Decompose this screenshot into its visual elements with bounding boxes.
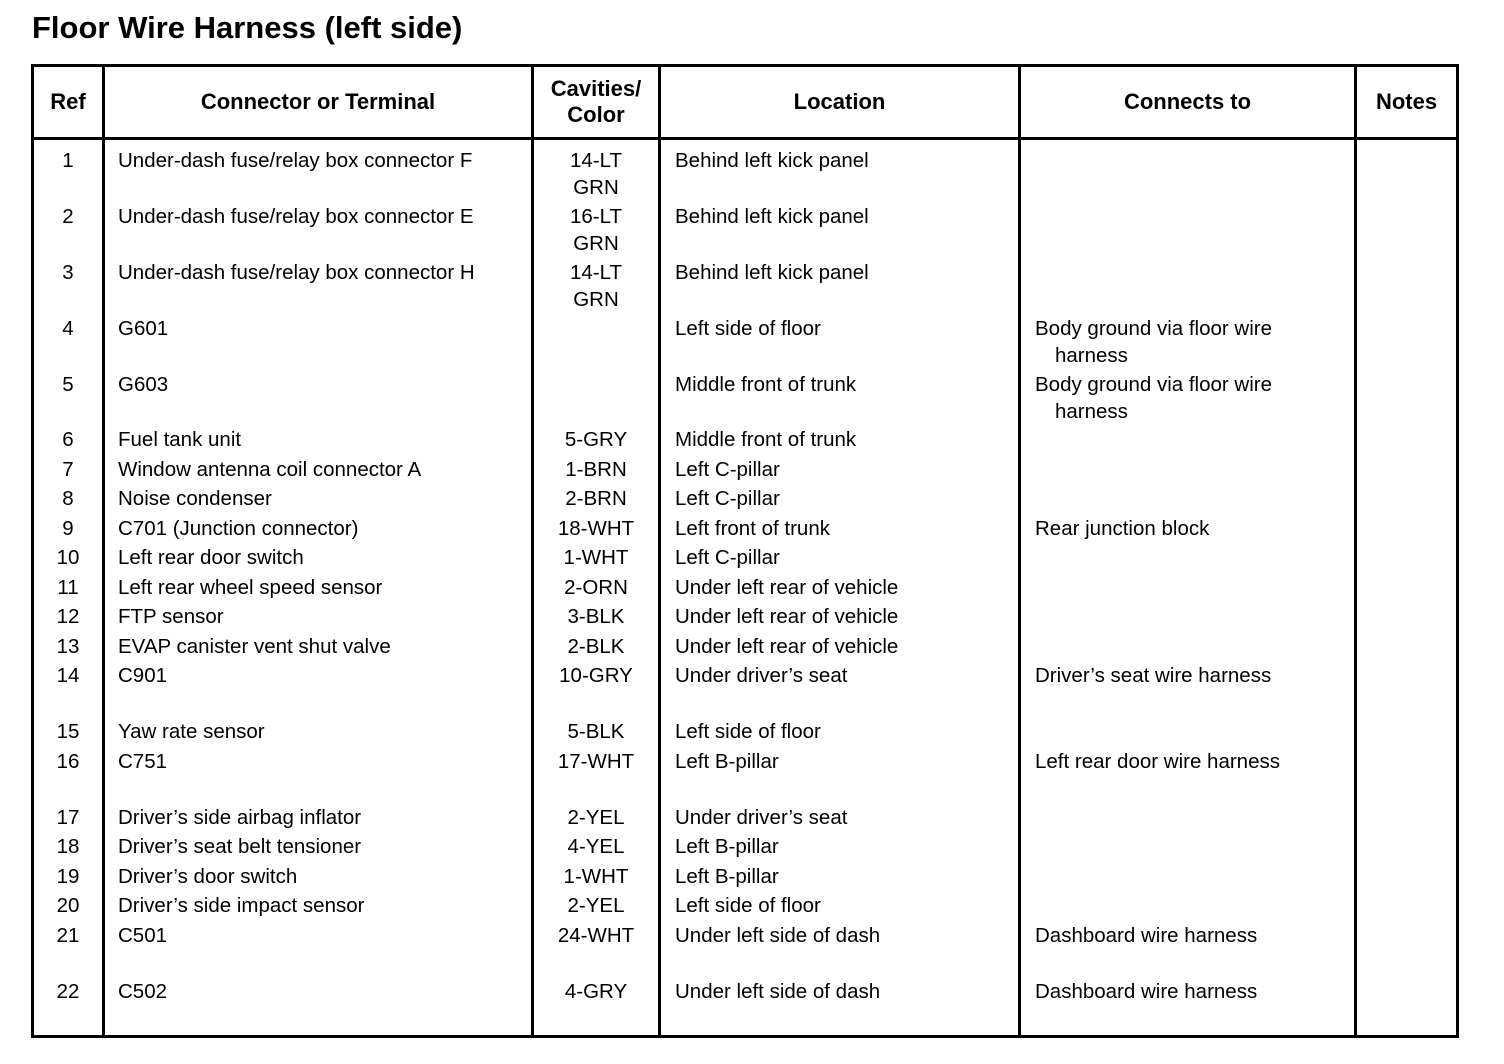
cavities-line1: 10-GRY	[559, 664, 633, 687]
cavities-line2: GRN	[573, 175, 619, 199]
connects-to-line1: Rear junction block	[1035, 516, 1210, 540]
location-cell: Left front of trunk	[675, 516, 830, 540]
table-row	[34, 575, 1456, 605]
ref-cell: 2	[62, 205, 74, 228]
ref-cell: 9	[62, 516, 74, 540]
location-cell: Left C-pillar	[675, 457, 780, 481]
cavities-line1: 24-WHT	[557, 923, 635, 947]
connector-cell: Noise condenser	[118, 487, 272, 510]
header-cavities-line2: Color	[567, 102, 625, 127]
location-cell: Left side of floor	[675, 894, 821, 917]
table-row	[34, 316, 1456, 372]
cavities-cell	[536, 575, 656, 602]
header-ref: Ref	[50, 89, 86, 114]
header-notes: Notes	[1375, 89, 1438, 114]
connects-to-cell	[1035, 372, 1335, 425]
connects-to-cell	[1035, 316, 1335, 369]
cavities-cell	[536, 486, 656, 513]
ref-cell: 22	[56, 979, 80, 1003]
location-cell: Left B-pillar	[675, 835, 779, 858]
connector-cell: Under-dash fuse/relay box connector F	[118, 149, 473, 172]
ref-cell: 19	[56, 864, 80, 888]
ref-cell: 15	[56, 720, 80, 743]
cavities-line1: 5-GRY	[564, 428, 628, 451]
ref-cell: 18	[56, 835, 80, 858]
cavities-cell	[536, 427, 656, 454]
cavities-line1: 16-LT	[569, 205, 623, 228]
location-cell: Under driver’s seat	[675, 664, 848, 687]
cavities-line1: 14-LT	[569, 261, 623, 284]
cavities-line1: 2-YEL	[567, 894, 625, 917]
ref-cell: 13	[56, 634, 80, 658]
cavities-cell	[536, 457, 656, 484]
location-cell: Left C-pillar	[675, 487, 780, 510]
cavities-line2: GRN	[573, 287, 619, 311]
table-row	[34, 805, 1456, 835]
cavities-cell	[536, 634, 656, 661]
connector-cell: Window antenna coil connector A	[118, 457, 422, 481]
connector-cell: C501	[118, 923, 168, 947]
ref-cell: 6	[62, 428, 74, 451]
location-cell: Under left rear of vehicle	[675, 634, 899, 658]
connects-to-cell	[1035, 979, 1335, 1006]
ref-cell: 5	[62, 373, 74, 396]
table-row	[34, 864, 1456, 894]
location-cell: Left C-pillar	[675, 546, 780, 569]
location-cell: Left side of floor	[675, 720, 821, 743]
table-row	[34, 516, 1456, 546]
location-cell: Left B-pillar	[675, 864, 779, 888]
table-row	[34, 663, 1456, 719]
table-row	[34, 372, 1456, 427]
page-title: Floor Wire Harness (left side)	[32, 10, 463, 45]
connects-to-line1: Driver’s seat wire harness	[1035, 664, 1272, 687]
connects-to-line1: Dashboard wire harness	[1035, 923, 1258, 947]
connector-cell: G601	[118, 317, 169, 340]
connector-cell: Fuel tank unit	[118, 428, 242, 451]
table-row	[34, 893, 1456, 923]
cavities-line1: 2-BRN	[565, 487, 627, 510]
cavities-cell	[536, 545, 656, 572]
cavities-line1: 4-GRY	[564, 979, 628, 1003]
connector-cell: Under-dash fuse/relay box connector E	[118, 205, 474, 228]
connects-to-line2: harness	[1055, 399, 1128, 423]
table-row	[34, 260, 1456, 316]
cavities-cell	[536, 805, 656, 832]
ref-cell: 3	[62, 261, 74, 284]
ref-cell: 20	[56, 894, 80, 917]
cavities-line1: 1-WHT	[563, 546, 629, 569]
cavities-line1: 17-WHT	[557, 749, 635, 773]
ref-cell: 14	[56, 664, 80, 687]
location-cell: Under left side of dash	[675, 923, 881, 947]
connector-cell: Under-dash fuse/relay box connector H	[118, 261, 475, 284]
cavities-cell	[536, 834, 656, 861]
ref-cell: 12	[56, 605, 80, 628]
connects-to-line1: Dashboard wire harness	[1035, 979, 1258, 1003]
connector-cell: Driver’s side airbag inflator	[118, 805, 362, 829]
cavities-cell	[536, 893, 656, 920]
connector-cell: Left rear wheel speed sensor	[118, 575, 383, 599]
cavities-cell	[536, 979, 656, 1006]
cavities-line1: 3-BLK	[567, 605, 625, 628]
connector-cell: G603	[118, 373, 169, 396]
cavities-cell	[536, 864, 656, 891]
cavities-line1: 4-YEL	[567, 835, 625, 858]
ref-cell: 1	[62, 149, 74, 172]
connector-cell: C901	[118, 664, 168, 687]
table-row	[34, 834, 1456, 864]
location-cell: Middle front of trunk	[675, 373, 857, 396]
connects-to-line1: Body ground via floor wire	[1035, 317, 1273, 340]
location-cell: Left side of floor	[675, 317, 821, 340]
cavities-line1: 1-WHT	[563, 864, 629, 888]
connects-to-line1: Left rear door wire harness	[1035, 749, 1280, 773]
table-row	[34, 427, 1456, 457]
ref-cell: 21	[56, 923, 80, 947]
cavities-line1: 14-LT	[569, 149, 623, 172]
header-location: Location	[793, 89, 886, 114]
connector-cell: C502	[118, 979, 168, 1003]
harness-table	[31, 64, 1459, 1038]
header-connector: Connector or Terminal	[200, 89, 436, 114]
location-cell: Under left rear of vehicle	[675, 575, 899, 599]
table-row	[34, 923, 1456, 979]
connects-to-cell	[1035, 516, 1335, 543]
location-cell: Under left rear of vehicle	[675, 605, 899, 628]
connector-cell: C751	[118, 749, 168, 773]
location-cell: Under driver’s seat	[675, 805, 848, 829]
cavities-cell	[536, 148, 656, 201]
table-row	[34, 749, 1456, 805]
connects-to-cell	[1035, 923, 1335, 950]
table-row	[34, 634, 1456, 664]
connector-cell: EVAP canister vent shut valve	[118, 634, 391, 658]
ref-cell: 4	[62, 317, 74, 340]
connects-to-line1: Body ground via floor wire	[1035, 373, 1273, 396]
cavities-cell	[536, 604, 656, 631]
cavities-line1: 2-BLK	[567, 634, 625, 658]
connector-cell: Driver’s seat belt tensioner	[118, 835, 362, 858]
ref-cell: 11	[57, 575, 79, 599]
header-cavities	[534, 67, 658, 137]
cavities-line1: 1-BRN	[565, 457, 627, 481]
cavities-line1: 2-YEL	[567, 805, 625, 829]
connector-cell: Driver’s door switch	[118, 864, 298, 888]
ref-cell: 17	[56, 805, 80, 829]
cavities-line1: 18-WHT	[557, 516, 635, 540]
table-row	[34, 204, 1456, 260]
connects-to-line2: harness	[1055, 343, 1128, 367]
connector-cell: Driver’s side impact sensor	[118, 894, 365, 917]
connects-to-cell	[1035, 749, 1335, 776]
cavities-cell	[536, 204, 656, 257]
table-row	[34, 486, 1456, 516]
table-row	[34, 979, 1456, 1035]
connects-to-cell	[1035, 663, 1335, 690]
cavities-line1: 5-BLK	[567, 720, 625, 743]
table-row	[34, 148, 1456, 204]
cavities-cell	[536, 516, 656, 543]
location-cell: Behind left kick panel	[675, 149, 869, 172]
cavities-cell	[536, 923, 656, 950]
table-row	[34, 457, 1456, 487]
ref-cell: 10	[56, 546, 80, 569]
cavities-cell	[536, 260, 656, 313]
location-cell: Left B-pillar	[675, 749, 779, 773]
location-cell: Behind left kick panel	[675, 261, 869, 284]
cavities-line1: 2-ORN	[564, 575, 628, 599]
ref-cell: 8	[62, 487, 74, 510]
ref-cell: 7	[62, 457, 74, 481]
cavities-line2: GRN	[573, 231, 619, 255]
ref-cell: 16	[56, 749, 80, 773]
cavities-cell	[536, 663, 656, 690]
location-cell: Behind left kick panel	[675, 205, 869, 228]
connector-cell: Yaw rate sensor	[118, 720, 265, 743]
connector-cell: FTP sensor	[118, 605, 224, 628]
header-divider	[34, 137, 1456, 140]
cavities-cell	[536, 749, 656, 776]
location-cell: Middle front of trunk	[675, 428, 857, 451]
connector-cell: Left rear door switch	[118, 546, 304, 569]
table-row	[34, 545, 1456, 575]
header-cavities-line1: Cavities/	[550, 76, 642, 101]
table-row	[34, 719, 1456, 749]
connector-cell: C701 (Junction connector)	[118, 516, 359, 540]
header-connects-to: Connects to	[1123, 89, 1252, 114]
location-cell: Under left side of dash	[675, 979, 881, 1003]
table-row	[34, 604, 1456, 634]
cavities-cell	[536, 719, 656, 746]
